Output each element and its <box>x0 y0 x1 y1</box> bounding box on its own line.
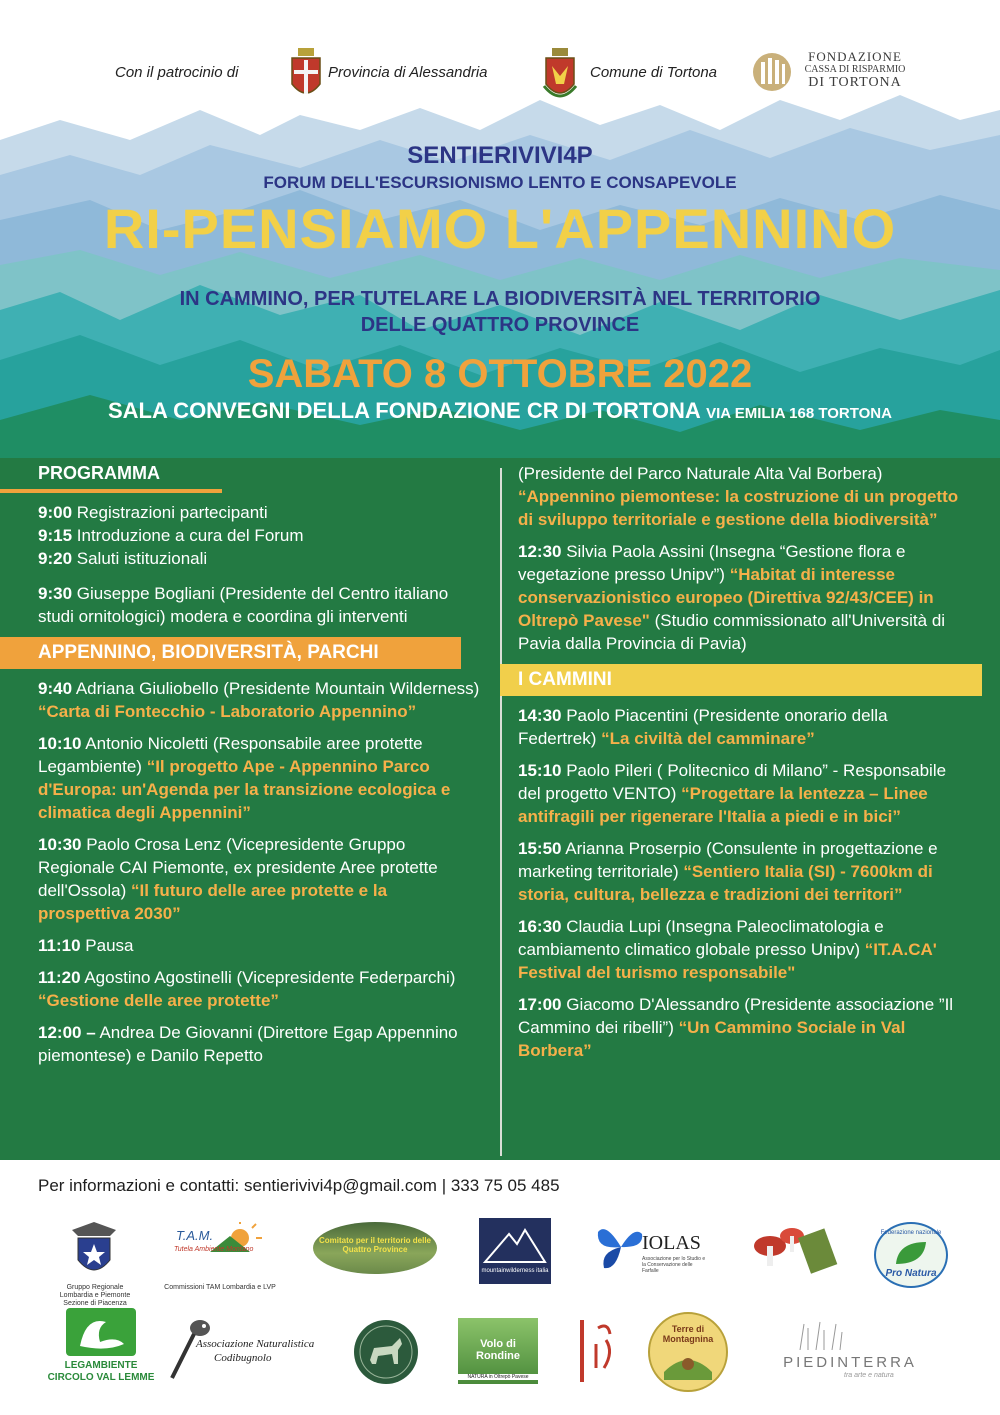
patronage-bar <box>0 42 1000 112</box>
comitato-logo <box>313 1222 437 1274</box>
venue-name: SALA CONVEGNI DELLA FONDAZIONE CR DI TORTONA <box>108 398 700 423</box>
item-time: 17:00 <box>518 995 562 1014</box>
list-item <box>38 582 483 628</box>
province-crest-icon <box>288 46 324 104</box>
item-note: (Studio commissionato all'Università di Pavia dalla Provincia di Pavia) <box>518 611 946 653</box>
list-item <box>38 524 483 547</box>
tam-logo <box>170 1222 270 1282</box>
landscape-icon <box>664 1342 712 1380</box>
list-item <box>518 704 968 750</box>
mw-mountain-icon <box>479 1218 551 1268</box>
item-title: “Un Cammino Sociale in Val Borbera” <box>518 1018 906 1060</box>
hero-forum: FORUM DELL'ESCURSIONISMO LENTO E CONSAPEVOLE <box>263 173 737 192</box>
tam-name: T.A.M. <box>176 1228 214 1243</box>
item-time: 11:10 <box>38 936 81 955</box>
item-title: “Il progetto Ape - Appennino Parco d'Europa: un'Agenda per la transizione ecologica e climatica degli Appennini” <box>38 757 451 822</box>
item-title: “IT.A.CA' Festival del turismo responsabile" <box>518 940 937 982</box>
item-time: 12:30 <box>518 542 562 561</box>
cai-caption: Gruppo Regionale Lombardia e Piemonte Sezione di Piacenza <box>59 1284 131 1307</box>
volo-di-rondine-logo <box>458 1318 538 1384</box>
item-text: Giacomo D'Alessandro (Presidente associazione ”Il Cammino dei ribelli”) <box>518 995 954 1037</box>
rondine-sub: NATURA in Oltrepò Pavese <box>458 1374 538 1380</box>
contacts-line: Per informazioni e contatti: sentierivivi4p@gmail.com | 333 75 05 485 <box>38 1176 560 1195</box>
item-time: 9:15 <box>38 526 73 545</box>
item-time: 11:20 <box>38 968 81 987</box>
item-time: 12:00 – <box>38 1023 96 1042</box>
piedinterra-name: PIEDINTERRA <box>783 1354 917 1371</box>
item-text: Saluti istituzionali <box>76 549 208 568</box>
item-text: Paolo Pileri ( Politecnico di Milano” - Responsabile del progetto VENTO) <box>518 761 947 803</box>
list-item <box>518 915 968 984</box>
program-underline <box>0 489 222 493</box>
program-left-column <box>38 462 483 1076</box>
hero-sentieri: SENTIERIVIVI4P <box>407 142 593 169</box>
comune-crest-icon <box>542 46 578 104</box>
item-time: 15:10 <box>518 761 562 780</box>
item-title: “La civiltà del camminare” <box>601 729 815 748</box>
hero-venue <box>0 398 1000 424</box>
tam-sub: Tutela Ambiente Montano <box>174 1246 254 1253</box>
intro-list <box>38 501 483 570</box>
piedinterra-sub: tra arte e natura <box>844 1372 894 1379</box>
item-text: Andrea De Giovanni (Direttore Egap Appennino piemontese) e Danilo Repetto <box>38 1023 458 1065</box>
grass-icon <box>794 1320 854 1350</box>
leaf-icon <box>894 1240 928 1266</box>
item-text: Silvia Paola Assini (Insegna “Gestione flora e vegetazione presso Unipv”) <box>518 542 906 584</box>
item-text: Adriana Giuliobello (Presidente Mountain Wilderness) <box>75 679 480 698</box>
item-time: 16:30 <box>518 917 562 936</box>
item-text: Paolo Crosa Lenz (Vicepresidente Gruppo Regionale CAI Piemonte, ex presidente Aree protette dell'Ossola) <box>38 835 438 900</box>
list-item <box>38 547 483 570</box>
list-item <box>518 462 968 531</box>
list-item <box>38 1021 483 1067</box>
pronatura-name: Pro Natura <box>885 1268 937 1279</box>
montagnina-name: Terre di Montagnina <box>662 1324 714 1344</box>
pronatura-top: Federazione nazionale <box>880 1230 942 1236</box>
legambiente-text-1: LEGAMBIENTE <box>64 1360 138 1371</box>
iolas-name: IOLAS <box>642 1232 701 1254</box>
item-title: “Il futuro delle aree protette e la prospettiva 2030” <box>38 881 388 923</box>
list-item <box>518 540 968 655</box>
mw-text: mountainwilderness italia <box>481 1268 549 1274</box>
item-text: Introduzione a cura del Forum <box>76 526 304 545</box>
list-item <box>518 837 968 906</box>
butterfly-icon <box>596 1222 646 1272</box>
item-text: Agostino Agostinelli (Vicepresidente Federparchi) <box>84 968 456 987</box>
item-title: “Habitat di interesse conservazionistico europeo (Direttiva 92/43/CEE) in Oltrepò Pavese" <box>518 565 934 630</box>
montagnina-logo <box>648 1312 728 1392</box>
list-item <box>518 759 968 828</box>
list-item <box>518 993 968 1062</box>
footer <box>0 1160 1000 1415</box>
item-time: 15:50 <box>518 839 562 858</box>
fondazione-line-3: DI TORTONA <box>808 75 902 90</box>
hero-date: SABATO 8 OTTOBRE 2022 <box>247 352 753 396</box>
province-name: Provincia di Alessandria <box>328 64 488 81</box>
section-header-parchi: APPENNINO, BIODIVERSITÀ, PARCHI <box>0 637 461 669</box>
venue-address: VIA EMILIA 168 TORTONA <box>706 405 892 422</box>
pronatura-logo <box>874 1222 948 1288</box>
item-time: 10:10 <box>38 734 82 753</box>
item-text: Arianna Proserpio (Consulente in progettazione e marketing territoriale) <box>518 839 938 881</box>
program-label: PROGRAMMA <box>38 463 160 483</box>
item-title: “Gestione delle aree protette” <box>38 991 279 1010</box>
item-time: 10:30 <box>38 835 82 854</box>
item-time: 9:00 <box>38 503 73 522</box>
section-header-cammini: I CAMMINI <box>500 664 982 696</box>
red-brand-icon <box>578 1318 622 1384</box>
fondazione-name <box>800 50 910 89</box>
hero-title: RI-PENSIAMO L'APPENNINO <box>103 197 897 260</box>
item-title: “Carta di Fontecchio - Laboratorio Appennino” <box>38 702 417 721</box>
item-text: (Presidente del Parco Naturale Alta Val Borbera) <box>518 464 883 483</box>
column-divider <box>500 468 502 1156</box>
fondazione-line-1: FONDAZIONE <box>808 49 902 64</box>
item-text: Giuseppe Bogliani (Presidente del Centro italiano studi ornitologici) modera e coordina gli interventi <box>38 584 449 626</box>
fondazione-line-2: CASSA DI RISPARMIO <box>804 64 906 75</box>
item-time: 9:20 <box>38 549 73 568</box>
item-text: Antonio Nicoletti (Responsabile aree protette Legambiente) <box>38 734 423 776</box>
list-item <box>38 833 483 925</box>
legambiente-logo <box>46 1308 156 1386</box>
iolas-logo <box>596 1222 708 1282</box>
item-text: Pausa <box>85 936 134 955</box>
list-item <box>38 934 483 957</box>
fondazione-logo-icon <box>752 50 792 94</box>
item-time: 9:40 <box>38 679 73 698</box>
list-item <box>38 732 483 824</box>
item-time: 14:30 <box>518 706 562 725</box>
cai-logo-icon <box>64 1220 124 1282</box>
legambiente-swan-icon <box>66 1308 136 1356</box>
list-item <box>38 966 483 1012</box>
codibugnolo-logo <box>166 1308 316 1386</box>
rondine-name: Volo di Rondine <box>476 1338 520 1362</box>
hero-subtitle-2: DELLE QUATTRO PROVINCE <box>360 314 640 336</box>
comune-name: Comune di Tortona <box>590 64 718 81</box>
codibugnolo-text-1: Associazione Naturalistica <box>196 1338 315 1350</box>
comitato-text: Comitato per il territorio delle Quattro Province <box>318 1236 431 1254</box>
mountain-wilderness-logo <box>479 1218 551 1284</box>
item-text: Registrazioni partecipanti <box>76 503 268 522</box>
piedinterra-logo <box>764 1320 936 1386</box>
tam-caption: Commissioni TAM Lombardia e LVP <box>164 1284 276 1291</box>
patronage-label: Con il patrocinio di <box>115 64 239 81</box>
hero-subtitle-1: IN CAMMINO, PER TUTELARE LA BIODIVERSITÀ NEL TERRITORIO <box>179 288 821 310</box>
item-time: 9:30 <box>38 584 73 603</box>
program-right-column <box>518 462 968 1071</box>
list-item <box>38 501 483 524</box>
iolas-caption: Associazione per lo Studio e la Conservazione delle Farfalle <box>642 1256 706 1274</box>
item-title: “Sentiero Italia (SI) - 7600km di storia, cultura, bellezza e tradizioni dei territori” <box>518 862 933 904</box>
item-title: “Progettare la lentezza – Linee antifragili per rigenerare l'Italia a piedi e in bici” <box>518 784 928 826</box>
item-text: Claudia Lupi (Insegna Paleoclimatologia e cambiamento climatico globale presso Unipv) <box>518 917 884 959</box>
mushroom-group-icon <box>748 1222 838 1280</box>
list-item <box>38 677 483 723</box>
item-text: Paolo Piacentini (Presidente onorario della Federtrek) <box>518 706 888 748</box>
legambiente-text-2: CIRCOLO VAL LEMME <box>47 1372 155 1383</box>
stamp-donkey-icon <box>352 1318 420 1386</box>
item-title: “Appennino piemontese: la costruzione di un progetto di sviluppo territoriale e gestione della biodiversità” <box>518 487 959 529</box>
codibugnolo-text-2: Codibugnolo <box>214 1352 272 1364</box>
